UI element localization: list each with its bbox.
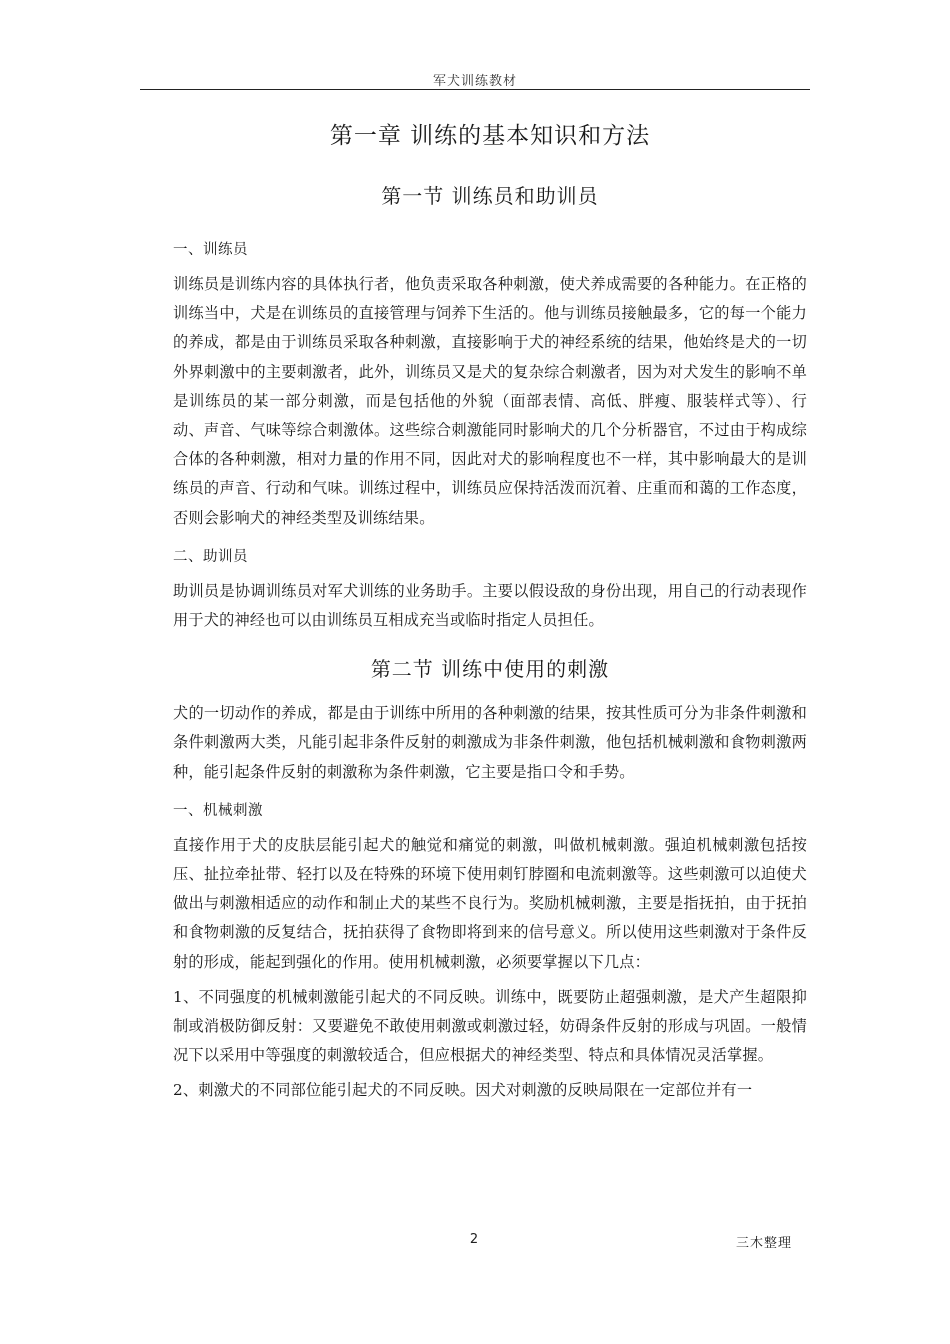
page-body	[173, 100, 807, 1106]
page-number: 2	[469, 1232, 479, 1247]
paragraph-stimulus-intro: 犬的一切动作的养成，都是由于训练中所用的各种刺激的结果，按其性质可分为非条件刺激和条件刺激两大类，凡能引起非条件反射的刺激成为非条件刺激，他包括机械刺激和食物刺激两种，能引起条件反射的刺激称为条件刺激，它主要是指口令和手势。	[173, 704, 807, 781]
footer-note: 三木整理	[736, 1236, 793, 1251]
header-rule	[140, 89, 810, 90]
chapter-title: 第一章 训练的基本知识和方法	[329, 123, 651, 149]
subheading-mechanical: 一、机械刺激	[173, 802, 263, 819]
paragraph-point-2: 2、刺激犬的不同部位能引起犬的不同反映。因犬对刺激的反映局限在一定部位并有一	[173, 1081, 753, 1100]
section-title-1: 第一节 训练员和助训员	[381, 184, 599, 208]
running-header: 军犬训练教材	[432, 74, 517, 89]
paragraph-mechanical: 直接作用于犬的皮肤层能引起犬的触觉和痛觉的刺激，叫做机械刺激。强迫机械刺激包括按压、扯拉牵扯带、轻打以及在特殊的环境下使用刺钉脖圈和电流刺激等。这些刺激可以迫使犬做出与刺激相适应的动作和制止犬的某些不良行为。奖励机械刺激，主要是指抚拍，由于抚拍和食物刺激的反复结合，抚拍获得了食物即将到来的信号意义。所以使用这些刺激对于条件反射的形成，能起到强化的作用。使用机械刺激，必须要掌握以下几点：	[173, 835, 807, 971]
subheading-trainer: 一、训练员	[173, 242, 248, 258]
paragraph-point-1: 1、不同强度的机械刺激能引起犬的不同反映。训练中，既要防止超强刺激，是犬产生超限抑制或消极防御反射：又要避免不敢使用刺激或刺激过轻，妨碍条件反射的形成与巩固。一般情况下以采用中等强度的刺激较适合，但应根据犬的神经类型、特点和具体情况灵活掌握。	[173, 987, 807, 1065]
page-footer	[0, 1232, 950, 1252]
paragraph-assistant: 助训员是协调训练员对军犬训练的业务助手。主要以假设敌的身份出现，用自己的行动表现作用于犬的神经也可以由训练员互相成充当或临时指定人员担任。	[173, 581, 807, 630]
paragraph-trainer: 训练员是训练内容的具体执行者，他负责采取各种刺激，使犬养成需要的各种能力。在正格的训练当中，犬是在训练员的直接管理与饲养下生活的。他与训练员接触最多，它的每一个能力的养成，都是由于训练员采取各种刺激，直接影响于犬的神经系统的结果，他始终是犬的一切外界刺激中的主要刺激者，此外，训练员又是犬的复杂综合刺激者，因为对犬发生的影响不单是训练员的某一部分刺激，而是包括他的外貌（面部表情、高低、胖瘦、服装样式等）、行动、声音、气味等综合刺激体。这些综合刺激能同时影响犬的几个分析器官，不过由于构成综合体的各种刺激，相对力量的作用不同，因此对犬的影响程度也不一样，其中影响最大的是训练员的声音、行动和气味。训练过程中，训练员应保持活泼而沉着、庄重而和蔼的工作态度，否则会影响犬的神经类型及训练结果。	[173, 275, 807, 527]
section-title-2: 第二节 训练中使用的刺激	[370, 657, 610, 682]
subheading-assistant: 二、助训员	[173, 548, 248, 565]
